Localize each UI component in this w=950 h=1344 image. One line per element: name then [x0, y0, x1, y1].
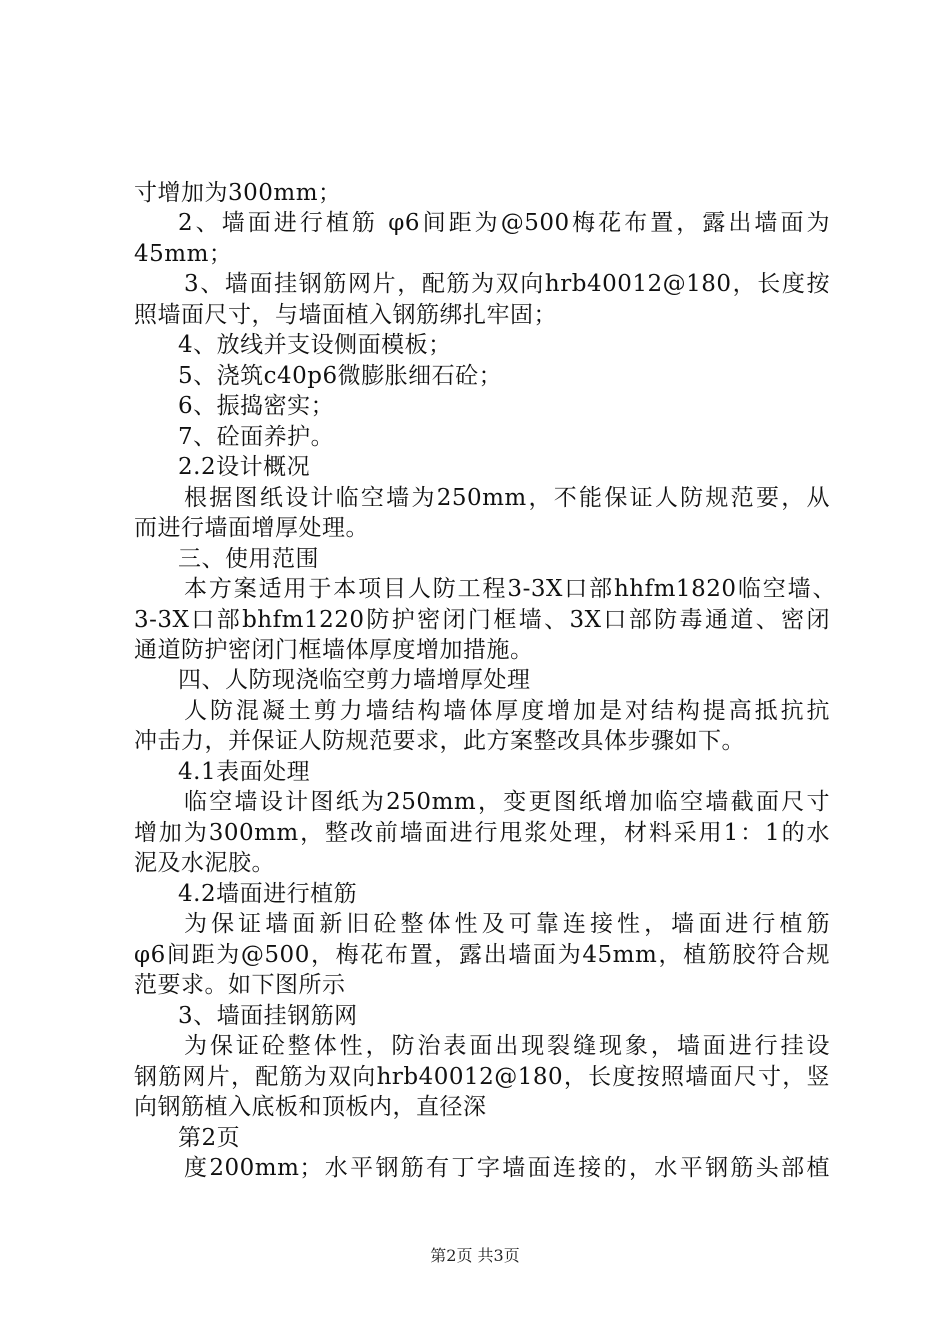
text-line-33: 度200mm；水平钢筋有丁字墙面连接的，水平钢筋头部植: [184, 1155, 830, 1181]
text-line-6: 4、放线并支设侧面模板；: [178, 332, 452, 358]
text-line-8: 6、振捣密实；: [178, 393, 335, 419]
text-line-30: 钢筋网片，配筋为双向hrb40012@180，长度按照墙面尺寸，竖: [134, 1064, 830, 1090]
section-heading-4: 四、人防现浇临空剪力墙增厚处理: [178, 667, 531, 693]
section-heading-2-2: 2.2设计概况: [178, 454, 311, 480]
text-line-9: 7、砼面养护。: [178, 424, 335, 450]
text-line-1: 寸增加为300mm；: [134, 180, 342, 206]
text-line-11: 根据图纸设计临空墙为250mm，不能保证人防规范要，从: [184, 485, 830, 511]
text-line-21: 临空墙设计图纸为250mm，变更图纸增加临空墙截面尺寸: [184, 789, 830, 815]
text-line-27: 范要求。如下图所示: [134, 972, 346, 998]
text-line-4: 3、墙面挂钢筋网片，配筋为双向hrb40012@180，长度按: [184, 271, 830, 297]
text-line-31: 向钢筋植入底板和顶板内，直径深: [134, 1094, 487, 1120]
section-heading-3-mesh: 3、墙面挂钢筋网: [178, 1003, 358, 1029]
text-line-23: 泥及水泥胶。: [134, 850, 275, 876]
text-line-12: 而进行墙面增厚处理。: [134, 515, 369, 541]
text-line-26: φ6间距为@500，梅花布置，露出墙面为45mm，植筋胶符合规: [134, 942, 830, 968]
section-heading-4-1: 4.1表面处理: [178, 759, 311, 785]
text-line-29: 为保证砼整体性，防治表面出现裂缝现象，墙面进行挂设: [184, 1033, 830, 1059]
page-footer: 第2页 共3页: [430, 1246, 520, 1265]
text-line-14: 本方案适用于本项目人防工程3-3X口部hhfm1820临空墙、: [184, 576, 836, 602]
text-line-19: 冲击力，并保证人防规范要求，此方案整改具体步骤如下。: [134, 728, 745, 754]
text-line-5: 照墙面尺寸，与墙面植入钢筋绑扎牢固；: [134, 302, 557, 328]
text-line-3: 45mm；: [134, 241, 233, 267]
text-line-22: 增加为300mm，整改前墙面进行甩浆处理，材料采用1：1的水: [134, 820, 830, 846]
text-line-18: 人防混凝土剪力墙结构墙体厚度增加是对结构提高抵抗抗: [184, 698, 830, 724]
text-line-25: 为保证墙面新旧砼整体性及可靠连接性，墙面进行植筋: [184, 911, 830, 937]
text-line-16: 通道防护密闭门框墙体厚度增加措施。: [134, 637, 534, 663]
inline-page-marker: 第2页: [178, 1125, 241, 1151]
section-heading-4-2: 4.2墙面进行植筋: [178, 881, 358, 907]
text-line-15: 3-3X口部bhfm1220防护密闭门框墙、3X口部防毒通道、密闭: [134, 607, 830, 633]
section-heading-3: 三、使用范围: [178, 546, 319, 572]
text-line-7: 5、浇筑c40p6微膨胀细石砼；: [178, 363, 503, 389]
text-line-2: 2、墙面进行植筋 φ6间距为@500梅花布置，露出墙面为: [178, 210, 830, 236]
